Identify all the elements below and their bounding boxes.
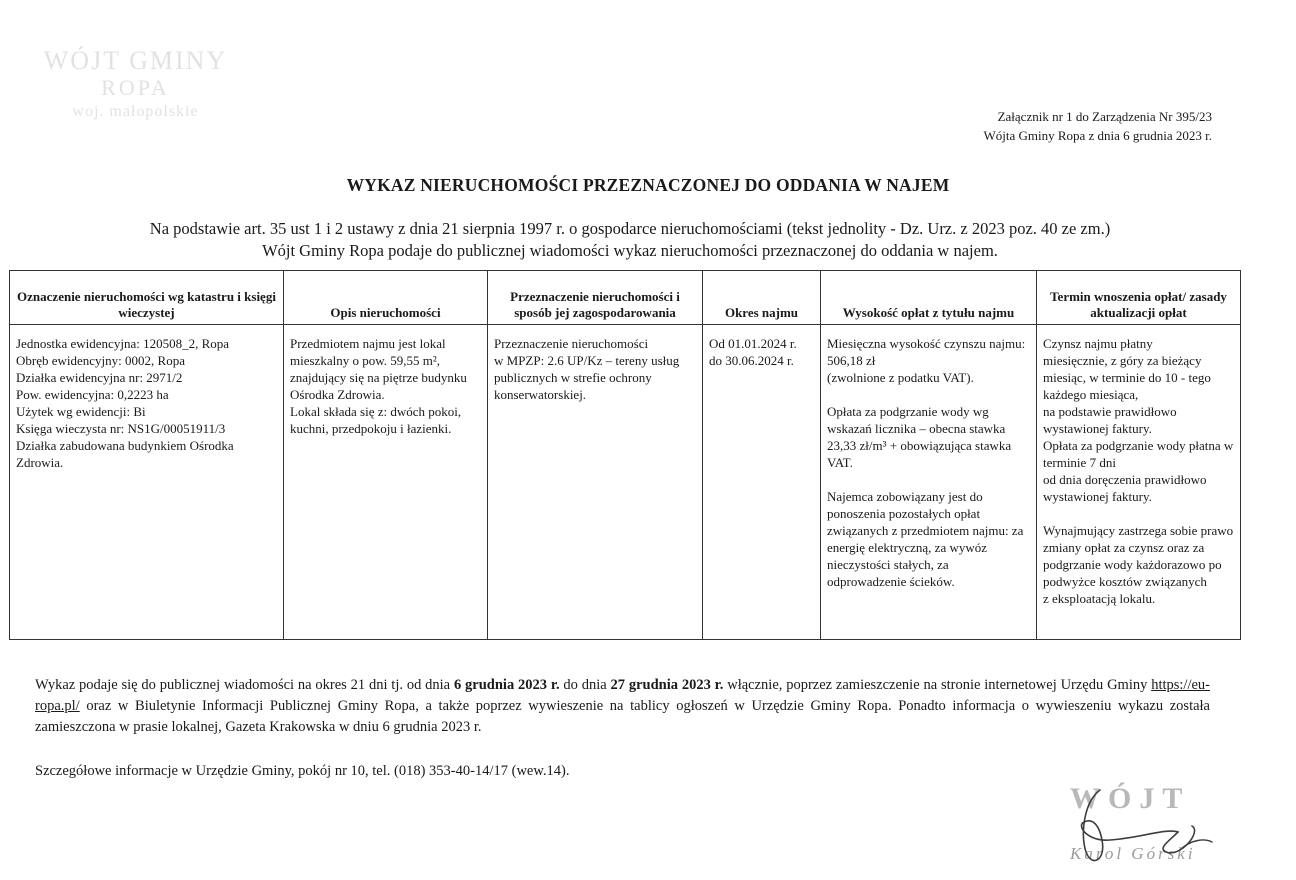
header-lease-period: Okres najmu [703, 271, 821, 325]
signature-block [1062, 782, 1232, 877]
fee-water: Opłata za podgrzanie wody wg wskazań licznika – obecna stawka 23,33 zł/m³ + obowiązująca stawka VAT. [827, 404, 1012, 470]
contact-info: Szczegółowe informacje w Urzędzie Gminy, pokój nr 10, tel. (018) 353-40-14/17 (wew.14). [35, 763, 570, 779]
cell-purpose: Przeznaczenie nieruchomości w MPZP: 2.6 UP/Kz – tereny usług publicznych w strefie ochrony konserwatorskiej. [488, 325, 703, 640]
website-link[interactable]: https://eu-ropa.pl/ [35, 677, 1210, 714]
cell-description: Przedmiotem najmu jest lokal mieszkalny o pow. 59,55 m², znajdujący się na piętrze budynku Ośrodka Zdrowia. Lokal składa się z: dwóch pokoi, kuchni, przedpokoju i łazienki. [284, 325, 488, 640]
cell-payment-terms [1037, 325, 1241, 640]
fee-rent: Miesięczna wysokość czynszu najmu: 506,18 zł (zwolnione z podatku VAT). [827, 336, 1026, 385]
publication-notice: Wykaz podaje się do publicznej wiadomości na okres 21 dni tj. od dnia 6 grudnia 2023 r. do dnia 27 grudnia 2023 r. włącznie, poprzez zamieszczenie na stronie internetowej Urzędu Gminy https://eu-ropa.pl/ oraz w Biuletynie Informacji Publicznej Gminy Ropa, a także poprzez wywieszenie na tablicy ogłoszeń w Urzędzie Gminy Ropa. Ponadto informacja o wywieszeniu wykazu została zamieszczona w prasie lokalnej, Gazeta Krakowska w dniu 6 grudnia 2023 r. [35, 677, 1210, 735]
table-row [10, 325, 1241, 640]
table-header-row [10, 271, 1241, 325]
handwritten-signature-icon [1062, 782, 1232, 877]
date-to: 27 grudnia 2023 r. [610, 677, 724, 693]
attachment-line-1: Załącznik nr 1 do Zarządzenia Nr 395/23 [997, 109, 1212, 124]
cell-fees [821, 325, 1037, 640]
terms-payment: Czynsz najmu płatny miesięcznie, z góry za bieżący miesiąc, w terminie do 10 - tego każdego miesiąca, na podstawie prawidłowo wystawionej faktury. Opłata za podgrzanie wody płatna w terminie 7 dni od dnia doręczenia prawidłowo wystawionej faktury. [1043, 336, 1234, 504]
header-description: Opis nieruchomości [284, 271, 488, 325]
header-payment-terms: Termin wnoszenia opłat/ zasady aktualizacji opłat [1037, 271, 1241, 325]
stamp-line-3: woj. małopolskie [72, 103, 199, 120]
legal-basis-line-2: Wójt Gminy Ropa podaje do publicznej wiadomości wykaz nieruchomości przeznaczonej do oddania w najem. [262, 241, 998, 260]
header-fees: Wysokość opłat z tytułu najmu [821, 271, 1037, 325]
office-stamp [28, 48, 243, 120]
header-designation: Oznaczenie nieruchomości wg katastru i księgi wieczystej [10, 271, 284, 325]
attachment-line-2: Wójta Gminy Ropa z dnia 6 grudnia 2023 r. [983, 128, 1212, 143]
fee-other: Najemca zobowiązany jest do ponoszenia pozostałych opłat związanych z przedmiotem najmu: za energię elektryczną, za wywóz nieczystości stałych, za odprowadzenie ścieków. [827, 489, 1024, 589]
property-table [9, 270, 1241, 640]
legal-basis-line-1: Na podstawie art. 35 ust 1 i 2 ustawy z dnia 21 sierpnia 1997 r. o gospodarce nieruchomościami (tekst jednolity - Dz. Urz. z 2023 poz. 40 ze zm.) [149, 219, 1111, 238]
cell-lease-period: Od 01.01.2024 r. do 30.06.2024 r. [703, 325, 821, 640]
terms-update: Wynajmujący zastrzega sobie prawo zmiany opłat za czynsz oraz za podgrzanie wody każdorazowo po podwyżce kosztów związanych z eksploatacją lokalu. [1043, 523, 1234, 606]
cell-designation: Jednostka ewidencyjna: 120508_2, Ropa Obręb ewidencyjny: 0002, Ropa Działka ewidencyjna nr: 2971/2 Pow. ewidencyjna: 0,2223 ha Użytek wg ewidencji: Bi Księga wieczysta nr: NS1G/00051911/3 Działka zabudowana budynkiem Ośrodka Zdrowia. [10, 325, 284, 640]
document-title: WYKAZ NIERUCHOMOŚCI PRZEZNACZONEJ DO ODDANIA W NAJEM [346, 175, 950, 195]
signature-name: Karol Górski [1070, 844, 1196, 863]
attachment-note [983, 107, 1212, 145]
date-from: 6 grudnia 2023 r. [453, 677, 560, 693]
header-purpose: Przeznaczenie nieruchomości i sposób jej zagospodarowania [488, 271, 703, 325]
legal-basis [0, 218, 1260, 262]
signature-title: WÓJT [1070, 782, 1191, 815]
stamp-line-1: WÓJT GMINY [43, 46, 228, 75]
stamp-line-2: ROPA [101, 75, 170, 100]
